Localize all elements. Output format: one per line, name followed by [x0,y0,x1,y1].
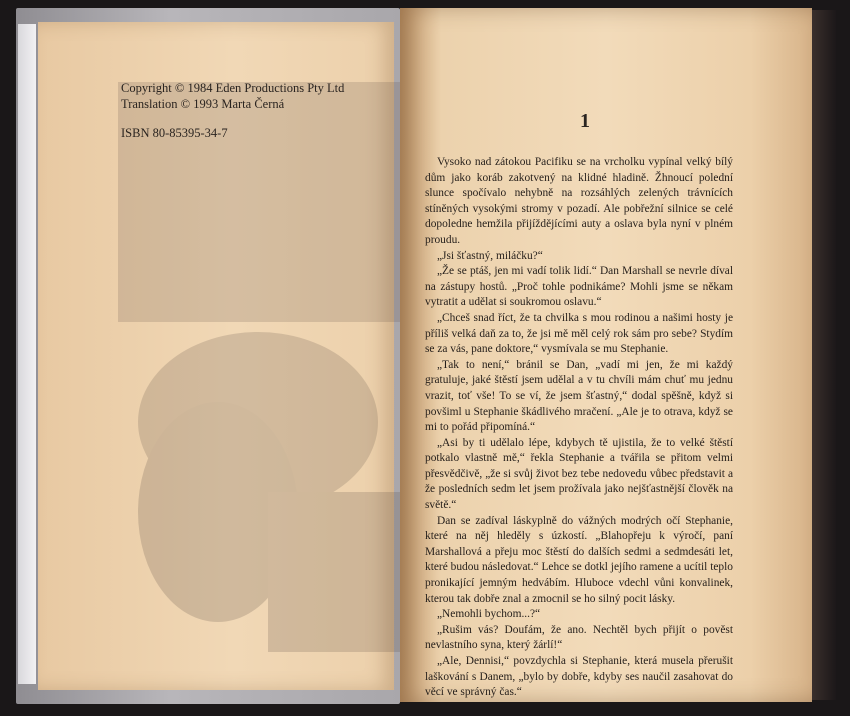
paragraph: Vysoko nad zátokou Pacifiku se na vrcholku vypínal velký bílý dům jako koráb zakotvený na klidné hladině. Žhnoucí polední slunce spočívalo nehybně na rozsáhlých zelených trávnících stíněných vysokými stromy v pozadí. Ale pobřežní silnice se celé dopoledne hemžila přijíždějícími auty a oslava byla nyní v plném proudu. [425,156,733,246]
book-right-edge [812,10,836,700]
paragraph: „Jsi šťastný, miláčku?“ [437,249,543,262]
copyright-line: Copyright © 1984 Eden Productions Pty Ltd [121,81,345,95]
paragraph: Dan se zadíval láskyplně do vážných modrých očí Stephanie, které na něj hleděly s úzkostí. „Blahopřeju k výročí, paní Marshallová a přeju moc štěstí do dalších sedmi a sedmdesáti let, které budou následovat.“ Lehce se dotkl jejího ramene a ucítil teplo pronikající jemným hedvábím. Hluboce vdechl vůni konvalinek, kterou tak dobře znal a zmocnil se ho silný pocit lásky. [425,514,733,605]
chapter-text [425,155,733,701]
cover-inner-strip [18,24,36,684]
paragraph: „Rušim vás? Doufám, že ano. Nechtěl bych přijít o pověst nevlastního syna, který žárlí!“ [425,623,733,652]
paragraph: „Nemohli bychom...?“ [437,608,541,621]
chapter-number: 1 [580,110,590,132]
paragraph: „Ale, Dennisi,“ povzdychla si Stephanie, která musela přerušit laškování s Danem, „bylo by dobře, kdyby ses naučil zasahovat do věcí ve správný čas.“ [425,655,733,699]
paragraph: „Tak to není,“ bránil se Dan, „vadí mi jen, že mi každý gratuluje, jaké štěstí jsem udělal a v tu chvíli mám chuť mu jednu vrazit, toť vše! To se ví, že jsem šťastný,“ dodal spěšně, když si povšiml u Stephanie škádlivého mračení. „Ale je to otrava, když se mi to pořád připomíná.“ [425,358,733,434]
copyright-block [121,80,344,141]
translation-copyright-line: Translation © 1993 Marta Černá [121,97,285,111]
paragraph: „Asi by ti udělalo lépe, kdybych tě ujistila, že to velké štěstí potkalo vlastně mě,“ řekla Stephanie a tvářila se přitom velmi přesvědčivě, „že si svůj život bez tebe nedovedu vůbec představit a že posledních sedm let jsem prožívala jako nejšťastnější člověk na světě.“ [425,436,733,512]
paragraph: „Že se ptáš, jen mi vadí tolik lidí.“ Dan Marshall se nevrle díval na zástupy hostů. „Proč tohle podnikáme? Mohli jsme se někam vytratit a udělat si soukromou oslavu.“ [425,265,733,309]
isbn: ISBN 80-85395-34-7 [121,126,228,140]
paragraph: „Chceš snad říct, že ta chvilka s mou rodinou a našimi hosty je příliš velká daň za to, že jsi mě měl celý rok sám pro sebe? Stydím se za vás, pane doktore,“ vysmívala se mu Stephanie. [425,311,733,356]
bleed-through-illustration [108,62,428,662]
